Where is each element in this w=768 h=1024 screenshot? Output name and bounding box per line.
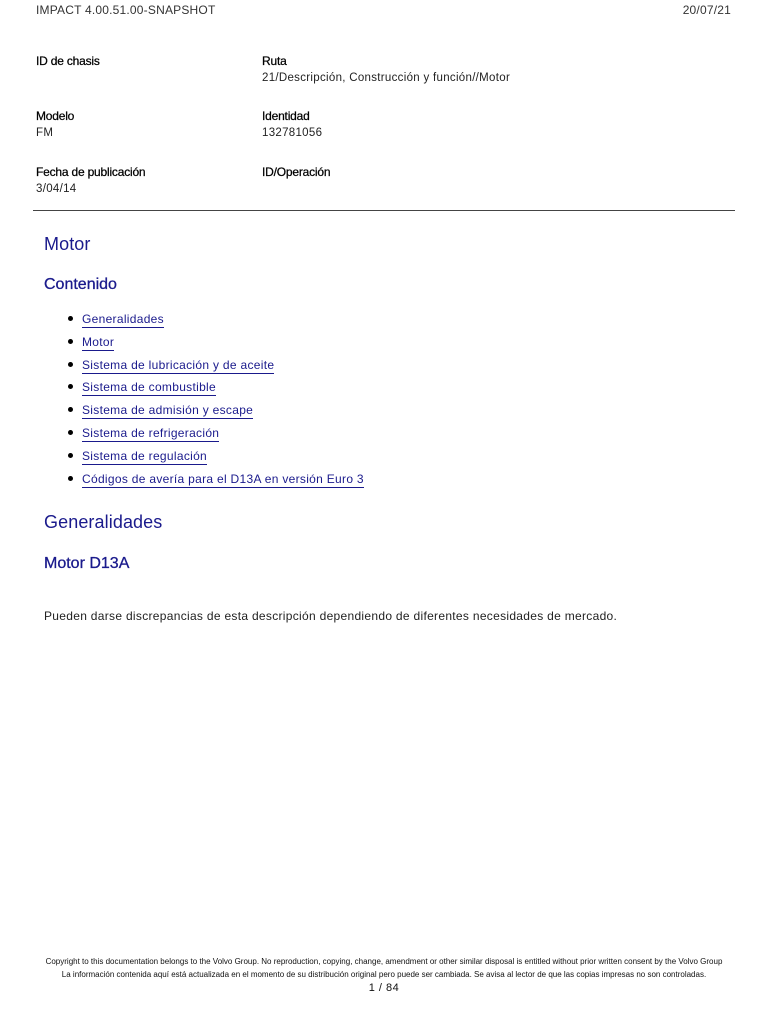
publication-date-field bbox=[36, 165, 145, 195]
bullet-icon bbox=[68, 430, 73, 435]
route-label: Ruta bbox=[262, 54, 287, 68]
bullet-icon bbox=[68, 339, 73, 344]
publication-date-label: Fecha de publicación bbox=[36, 165, 146, 179]
toc-link-regulation[interactable]: Sistema de regulación bbox=[82, 448, 208, 463]
route-field bbox=[262, 54, 510, 84]
bullet-icon bbox=[68, 407, 73, 412]
toc-heading: Contenido bbox=[44, 276, 117, 293]
page-header bbox=[36, 3, 731, 19]
app-version: IMPACT 4.00.51.00-SNAPSHOT bbox=[36, 3, 216, 17]
toc-link-intake-exhaust[interactable]: Sistema de admisión y escape bbox=[82, 403, 254, 418]
identity-value: 132781056 bbox=[262, 127, 323, 139]
copyright-notice: Copyright to this documentation belongs to the Volvo Group. No reproduction, copying, change, amendment or other similar disposal is entitled without prior written consent by the Volvo Group bbox=[45, 957, 723, 966]
bullet-icon bbox=[68, 362, 73, 367]
chassis-id-field bbox=[36, 54, 100, 72]
page-number: 1 / 84 bbox=[368, 982, 400, 994]
toc-item bbox=[68, 380, 364, 403]
route-value: 21/Descripción, Construcción y función//Motor bbox=[262, 72, 511, 84]
toc-item bbox=[68, 449, 364, 472]
bullet-icon bbox=[68, 384, 73, 389]
bullet-icon bbox=[68, 316, 73, 321]
page-title: Motor bbox=[44, 234, 91, 254]
body-paragraph: Pueden darse discrepancias de esta descripción dependiendo de diferentes necesidades de mercado. bbox=[44, 609, 618, 623]
distribution-notice: La información contenida aquí está actualizada en el momento de su distribución original pero puede ser cambiada. Se avisa al lector de que las copias impresas no son controladas. bbox=[61, 970, 707, 979]
chassis-id-label: ID de chasis bbox=[36, 54, 100, 68]
section-title: Generalidades bbox=[44, 512, 163, 532]
toc-item bbox=[68, 426, 364, 449]
header-date: 20/07/21 bbox=[682, 3, 731, 17]
bullet-icon bbox=[68, 453, 73, 458]
identity-field bbox=[262, 109, 322, 139]
toc-item bbox=[68, 403, 364, 426]
toc-item bbox=[68, 358, 364, 381]
model-field bbox=[36, 109, 74, 139]
header-divider bbox=[33, 210, 735, 211]
identity-label: Identidad bbox=[262, 109, 310, 123]
toc-link-motor[interactable]: Motor bbox=[82, 334, 115, 349]
model-value: FM bbox=[36, 127, 54, 139]
publication-date-value: 3/04/14 bbox=[36, 183, 77, 195]
toc-link-fuel[interactable]: Sistema de combustible bbox=[82, 380, 216, 395]
operation-id-field bbox=[262, 165, 330, 183]
page-footer bbox=[30, 955, 738, 995]
model-label: Modelo bbox=[36, 109, 75, 123]
toc-link-fault-codes[interactable]: Códigos de avería para el D13A en versión Euro 3 bbox=[82, 471, 364, 486]
bullet-icon bbox=[68, 476, 73, 481]
toc-link-lubrication[interactable]: Sistema de lubricación y de aceite bbox=[82, 357, 275, 372]
toc-link-cooling[interactable]: Sistema de refrigeración bbox=[82, 425, 220, 440]
toc-item bbox=[68, 472, 364, 495]
toc-item bbox=[68, 312, 364, 335]
toc-link-generalidades[interactable]: Generalidades bbox=[82, 312, 164, 326]
table-of-contents bbox=[68, 312, 364, 494]
subsection-title: Motor D13A bbox=[44, 555, 130, 572]
operation-id-label: ID/Operación bbox=[262, 165, 331, 179]
toc-item bbox=[68, 335, 364, 358]
